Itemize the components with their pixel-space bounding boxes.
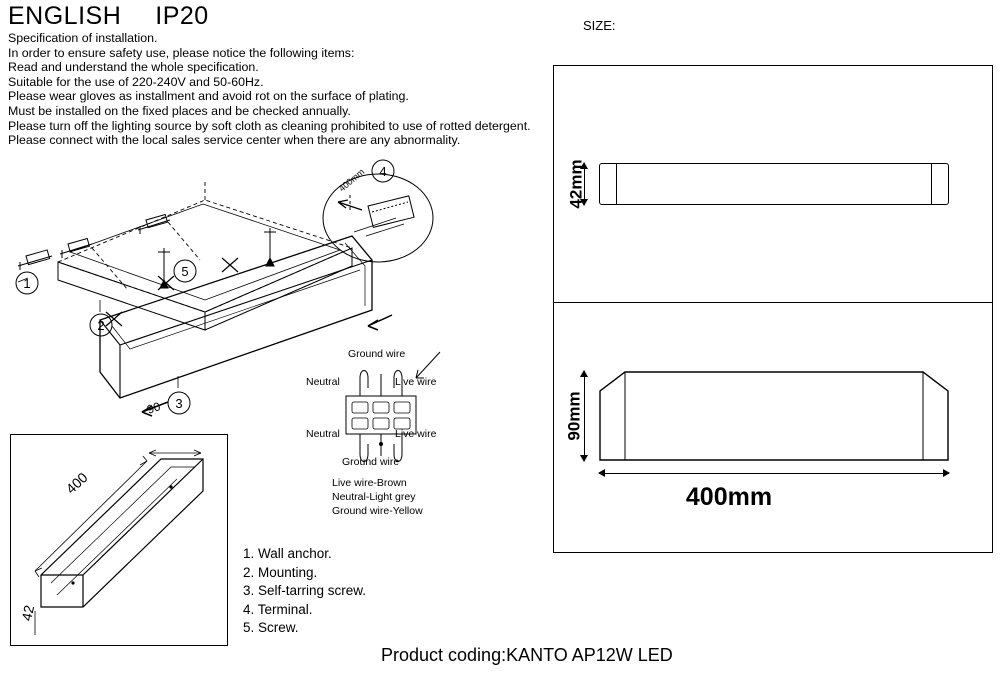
callout-2: [88, 312, 114, 338]
instruction-line: In order to ensure safety use, please notice the following items:: [8, 45, 355, 60]
legend-line: Ground wire-Yellow: [332, 505, 423, 517]
instruction-line: Must be installed on the fixed places and be checked annually.: [8, 103, 351, 118]
instructions-block: [8, 31, 538, 148]
perspective-product-svg: [11, 435, 227, 645]
size-label: SIZE:: [583, 18, 616, 33]
length-label: 400: [62, 469, 91, 497]
parts-list-item: 2. Mounting.: [243, 564, 318, 580]
depth-label: 90: [145, 399, 163, 417]
product-side-view: [599, 371, 949, 461]
wire-label-neutral-top: Neutral: [306, 376, 340, 388]
legend-line: Neutral-Light grey: [332, 491, 416, 503]
callout-5: [172, 258, 198, 284]
svg-text:400mm: 400mm: [336, 166, 367, 194]
instructions-title: Specification of installation.: [8, 31, 158, 45]
header: [8, 2, 209, 31]
dimension-perspective-box: [10, 399, 228, 646]
wire-label-ground-bottom: Ground wire: [342, 456, 400, 468]
product-side-outline: [599, 371, 949, 461]
dimension-height-90: [564, 371, 592, 461]
dimension-length-400: [599, 468, 949, 478]
svg-text:2: 2: [97, 318, 105, 333]
callout-1: [14, 270, 40, 296]
height-label: 42: [18, 603, 38, 623]
svg-text:1: 1: [23, 276, 31, 291]
wire-colour-legend: [332, 476, 423, 518]
size-frame-side-view: [553, 303, 993, 553]
instruction-line: Please wear gloves as installment and avoid rot on the surface of plating.: [8, 89, 409, 104]
parts-list-item: 3. Self-tarring screw.: [243, 583, 367, 599]
product-coding-prefix: Product coding:: [381, 645, 507, 665]
size-frame-front-view: [553, 65, 993, 303]
svg-text:5: 5: [181, 264, 189, 279]
instruction-line: Suitable for the use of 220-240V and 50-60Hz.: [8, 74, 264, 89]
parts-list: [243, 545, 366, 638]
svg-text:3: 3: [175, 396, 183, 411]
wire-label-live-top: Live wire: [395, 376, 437, 388]
wire-label-live-bottom: Live wire: [395, 428, 437, 440]
product-front-view: [599, 163, 949, 205]
dimension-height-90-label: 90mm: [564, 391, 584, 441]
parts-list-item: 1. Wall anchor.: [243, 546, 332, 561]
dimension-length-400-label: 400mm: [685, 483, 773, 511]
instruction-line: Please connect with the local sales service center when there are any abnormality.: [8, 133, 461, 148]
ip-rating-label: IP20: [155, 2, 209, 30]
product-coding: [381, 645, 673, 666]
svg-text:4: 4: [379, 164, 387, 179]
instruction-line: Read and understand the whole specification.: [8, 60, 259, 75]
instruction-line: Please turn off the lighting source by soft cloth as cleaning prohibited to use of rotted detergent.: [8, 118, 531, 133]
wire-label-ground-top: Ground wire: [348, 348, 406, 360]
language-label: ENGLISH: [8, 2, 122, 30]
product-coding-value: KANTO AP12W LED: [506, 645, 673, 665]
dimension-height-42-label: 42mm: [566, 159, 586, 209]
callout-3: [166, 390, 192, 416]
legend-line: Live wire-Brown: [332, 477, 407, 489]
dimension-height-42: [566, 159, 592, 209]
callout-4: [370, 158, 396, 184]
parts-list-item: 4. Terminal.: [243, 601, 313, 617]
wire-label-neutral-bottom: Neutral: [306, 428, 340, 440]
parts-list-item: 5. Screw.: [243, 620, 299, 636]
